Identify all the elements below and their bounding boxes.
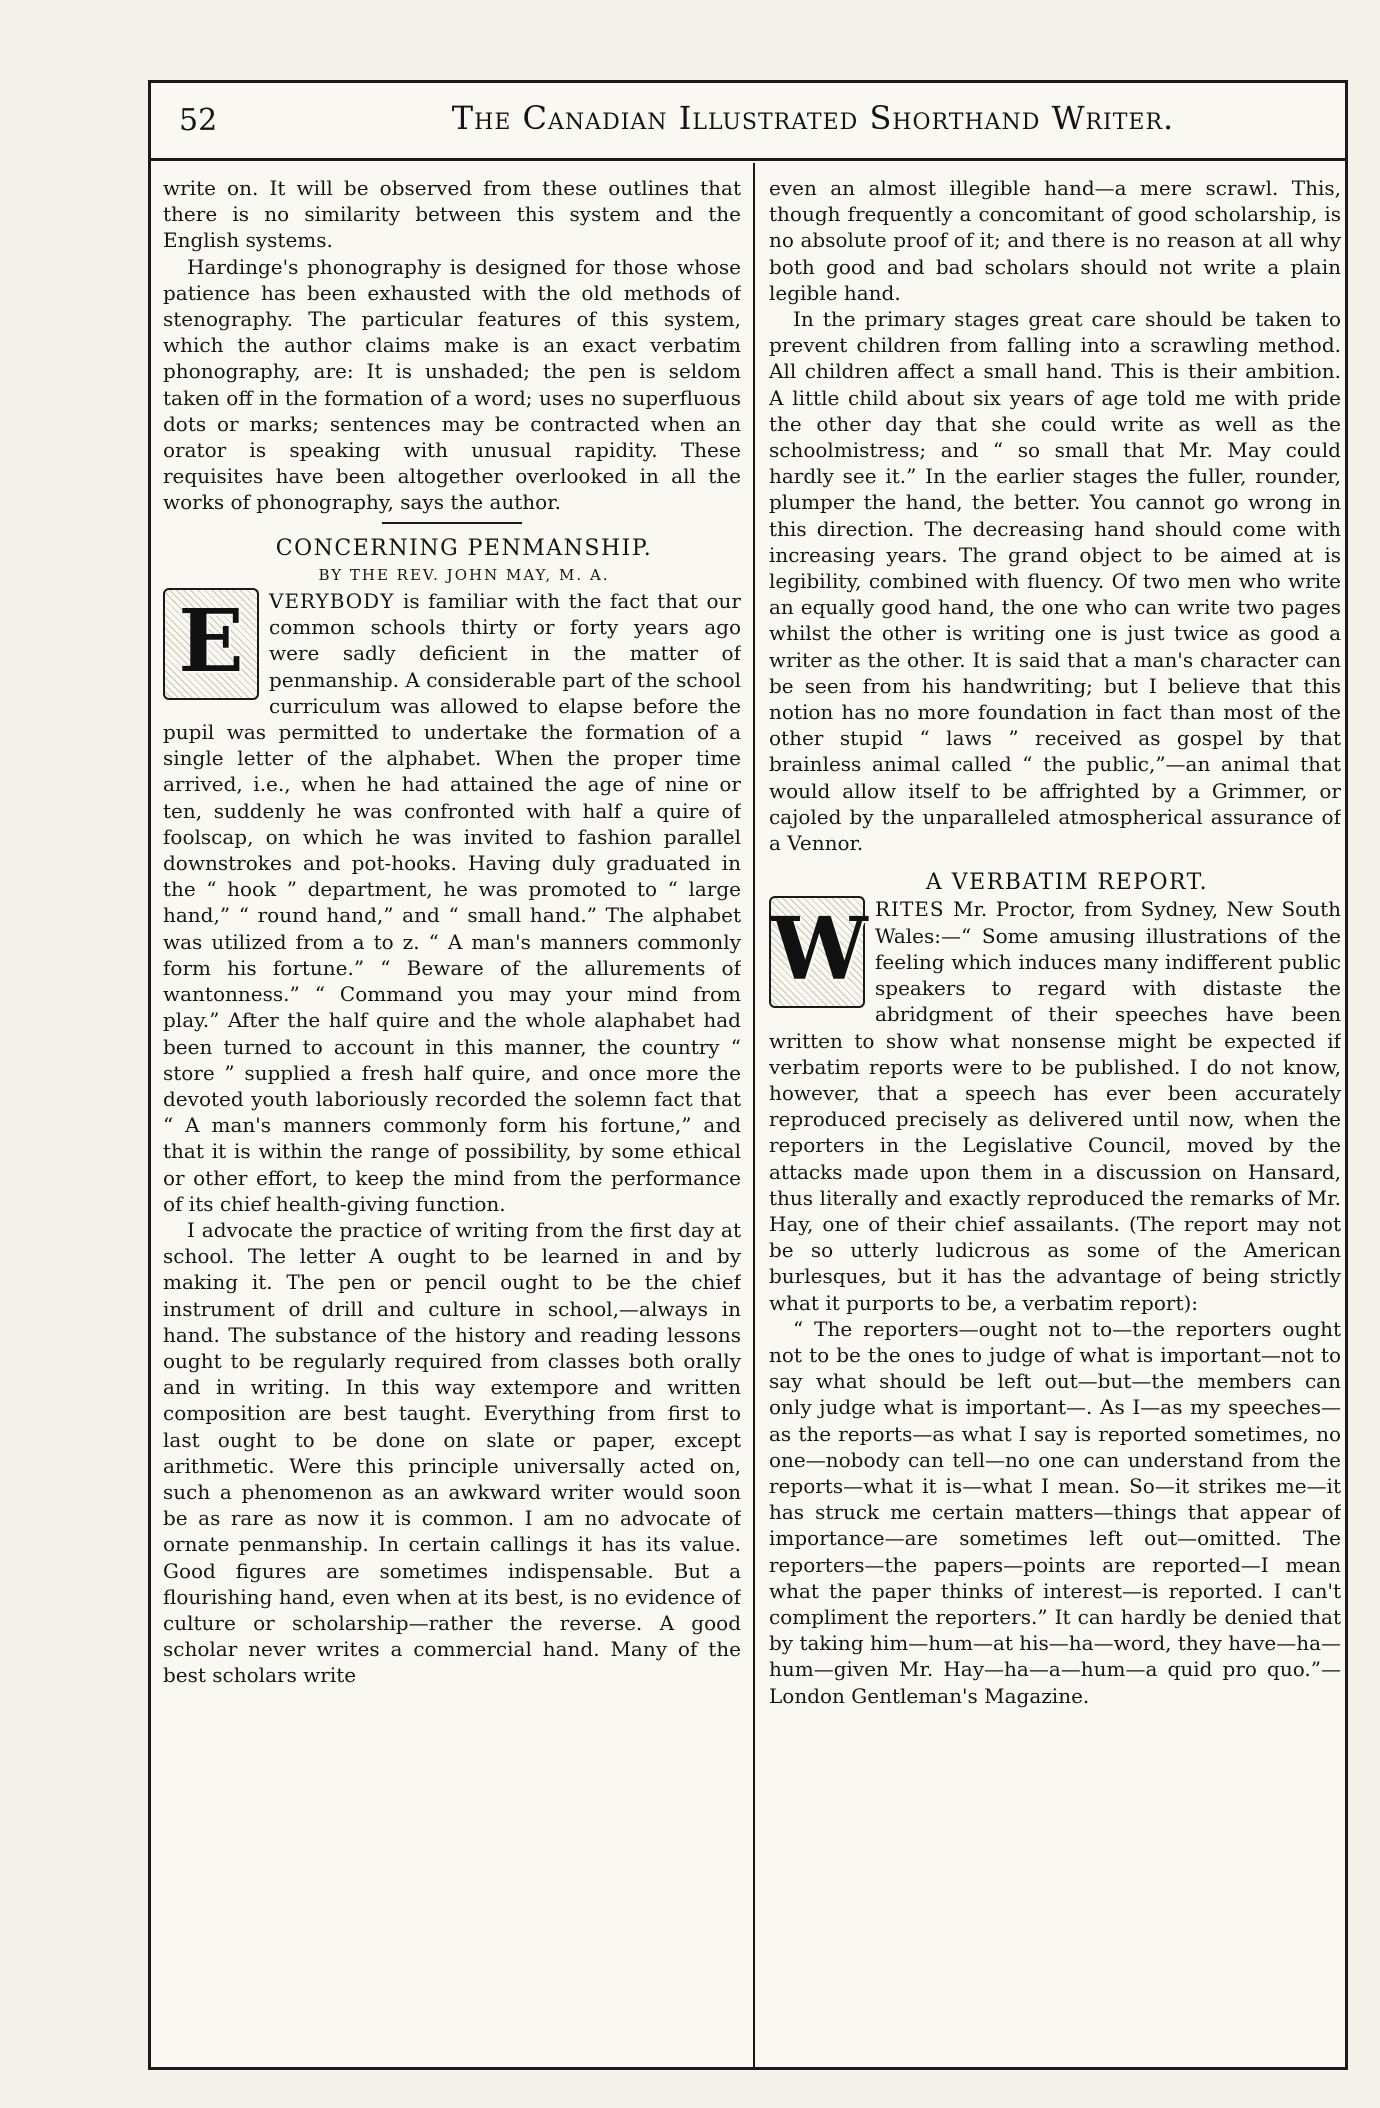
intro-paragraph: write on. It will be observed from these outlines that there is no similarity between this system and the English systems. — [163, 176, 741, 253]
paragraph-body: Mr. Proctor, from Sydney, New South Wales:—“ Some amusing illustrations of the feeling which induces many indifferent public speakers to regard with distaste the abridgment of their speeches have been written to show what nonsense might be expected if verbatim reports were to be published. I do not know, however, that a speech has ever been accurately reproduced precisely as delivered until now, when the reporters in the Legislative Council, moved by the attacks made upon them in a discussion on Hansard, thus literally and exactly reproduced the remarks of Mr. Hay, one of their chief assailants. (The report may not be so utterly ludicrous as some of the American burlesques, but it has the advantage of being strictly what it purports to be, a verbatim report): — [769, 897, 1341, 1315]
lead-word: RITES — [875, 897, 945, 922]
dropcap-letter: E — [178, 591, 244, 693]
penmanship-paragraph-1 — [163, 588, 741, 1217]
page-header — [151, 83, 1345, 161]
dropcap-e — [163, 588, 259, 700]
dropcap-w — [769, 896, 868, 1008]
right-column — [769, 175, 1341, 2053]
hardinge-paragraph: Hardinge's phonography is designed for those whose patience has been exhausted with the old methods of stenography. The particular features of this system, which the author claims make is an exact verbatim phonography, are: It is unshaded; the pen is seldom taken off in the formation of a word; uses no superfluous dots or marks; sentences may be contracted when an orator is speaking with unusual rapidity. These requisites have been altogether overlooked in all the works of phonography, says the author. — [163, 254, 741, 515]
lead-word: VERYBODY — [269, 589, 395, 614]
quote-paragraph: “ The reporters—ought not to—the reporters ought not to be the ones to judge of what is important—not to say what should be left out—but—the members can only judge what is important—. As I—as my speeches—as the reports—as what I say is reported sometimes, no one—nobody can tell—no one can understand from the reports—what it is—what I mean. So—it strikes me—it has struck me certain matters—things that appear of importance—are sometimes left out—omitted. The reporters—the papers—points are reported—I mean what the paper thinks of interest—is reported. I can't compliment the reporters.” It can hardly be denied that by taking him—hum—at his—ha—word, they have—ha—hum—given Mr. Hay—ha—a—hum—a quid pro quo.”—London Gentleman's Magazine. — [769, 1316, 1341, 1708]
continuation-paragraph: even an almost illegible hand—a mere scrawl. This, though frequently a concomitant of good scholarship, is no absolute proof of it; and there is no reason at all why both good and bad scholars should not write a plain legible hand. — [769, 176, 1341, 305]
article-title-penmanship: CONCERNING PENMANSHIP. — [275, 535, 653, 561]
column-divider — [753, 163, 755, 2067]
article-byline: BY THE REV. JOHN MAY, M. A. — [318, 565, 610, 584]
left-column — [163, 175, 741, 2053]
primary-stages-paragraph: In the primary stages great care should be taken to prevent children from falling into a scrawling method. All children affect a small hand. This is their ambition. A little child about six years of age told me with pride the other day that she could write as well as the schoolmistress; and “ so small that Mr. May could hardly see it.” In the earlier stages the fuller, rounder, plumper the hand, the better. You cannot go wrong in this direction. The decreasing hand should come with increasing years. The grand object to be aimed at is legibility, combined with fluency. Of two men who write an equally good hand, the one who can write two pages whilst the other is writing one is just twice as good a writer as the other. It is said that a man's character can be seen from his handwriting; but I believe that this notion has no more foundation in fact than most of the other stupid “ laws ” received as gospel by that brainless animal called “ the public,”—an animal that would allow itself to be affrighted by a Grimmer, or cajoled by the unparalleled atmospherical assurance of a Vennor. — [769, 307, 1341, 856]
dropcap-letter: W — [771, 899, 868, 1001]
verbatim-paragraph-1 — [769, 896, 1341, 1315]
penmanship-paragraph-2: I advocate the practice of writing from the first day at school. The letter A ought to be learned in and by making it. The pen or pencil ought to be the chief instrument of drill and culture in school,—always in hand. The substance of the history and reading lessons ought to be regularly required from classes both orally and in writing. In this way extempore and written composition are best taught. Everything from first to last ought to be done on slate or paper, except arithmetic. Were this principle universally acted on, such a phenomenon as an awkward writer would soon be as rare as now it is common. I am no advocate of ornate penmanship. In certain callings it has its value. Good figures are sometimes indispensable. But a flourishing hand, even when at its best, is no evidence of culture or scholarship—rather the reverse. A good scholar never writes a commercial hand. Many of the best scholars write — [163, 1217, 741, 1688]
magazine-page — [148, 80, 1348, 2070]
section-rule — [382, 522, 522, 524]
running-title: The Canadian Illustrated Shorthand Writer. — [451, 99, 1175, 137]
page-number: 52 — [179, 103, 218, 138]
article-title-verbatim: A VERBATIM REPORT. — [925, 870, 1209, 896]
paragraph-body: is familiar with the fact that our common schools thirty or forty years ago were sadly deficient in the matter of penmanship. A considerable part of the school curriculum was allowed to elapse before the pupil was permitted to undertake the formation of a single letter of the alphabet. When the proper time arrived, i.e., when he had attained the age of nine or ten, suddenly he was confronted with half a quire of foolscap, on which he was invited to fashion parallel downstrokes and pot-hooks. Having duly graduated in the “ hook ” department, he was promoted to “ large hand,” “ round hand,” and “ small hand.” The alphabet was utilized from a to z. “ A man's manners commonly form his fortune.” “ Beware of the allurements of wantonness.” “ Command you may your mind from play.” After the half quire and the whole alaphabet had been turned to account in this manner, the country “ store ” supplied a fresh half quire, and once more the devoted youth laboriously recorded the solemn fact that “ A man's manners commonly form his fortune,” and that it is within the range of possibility, by some ethical or other effort, to keep the mind from the performance of its chief health-giving function. — [163, 589, 741, 1216]
